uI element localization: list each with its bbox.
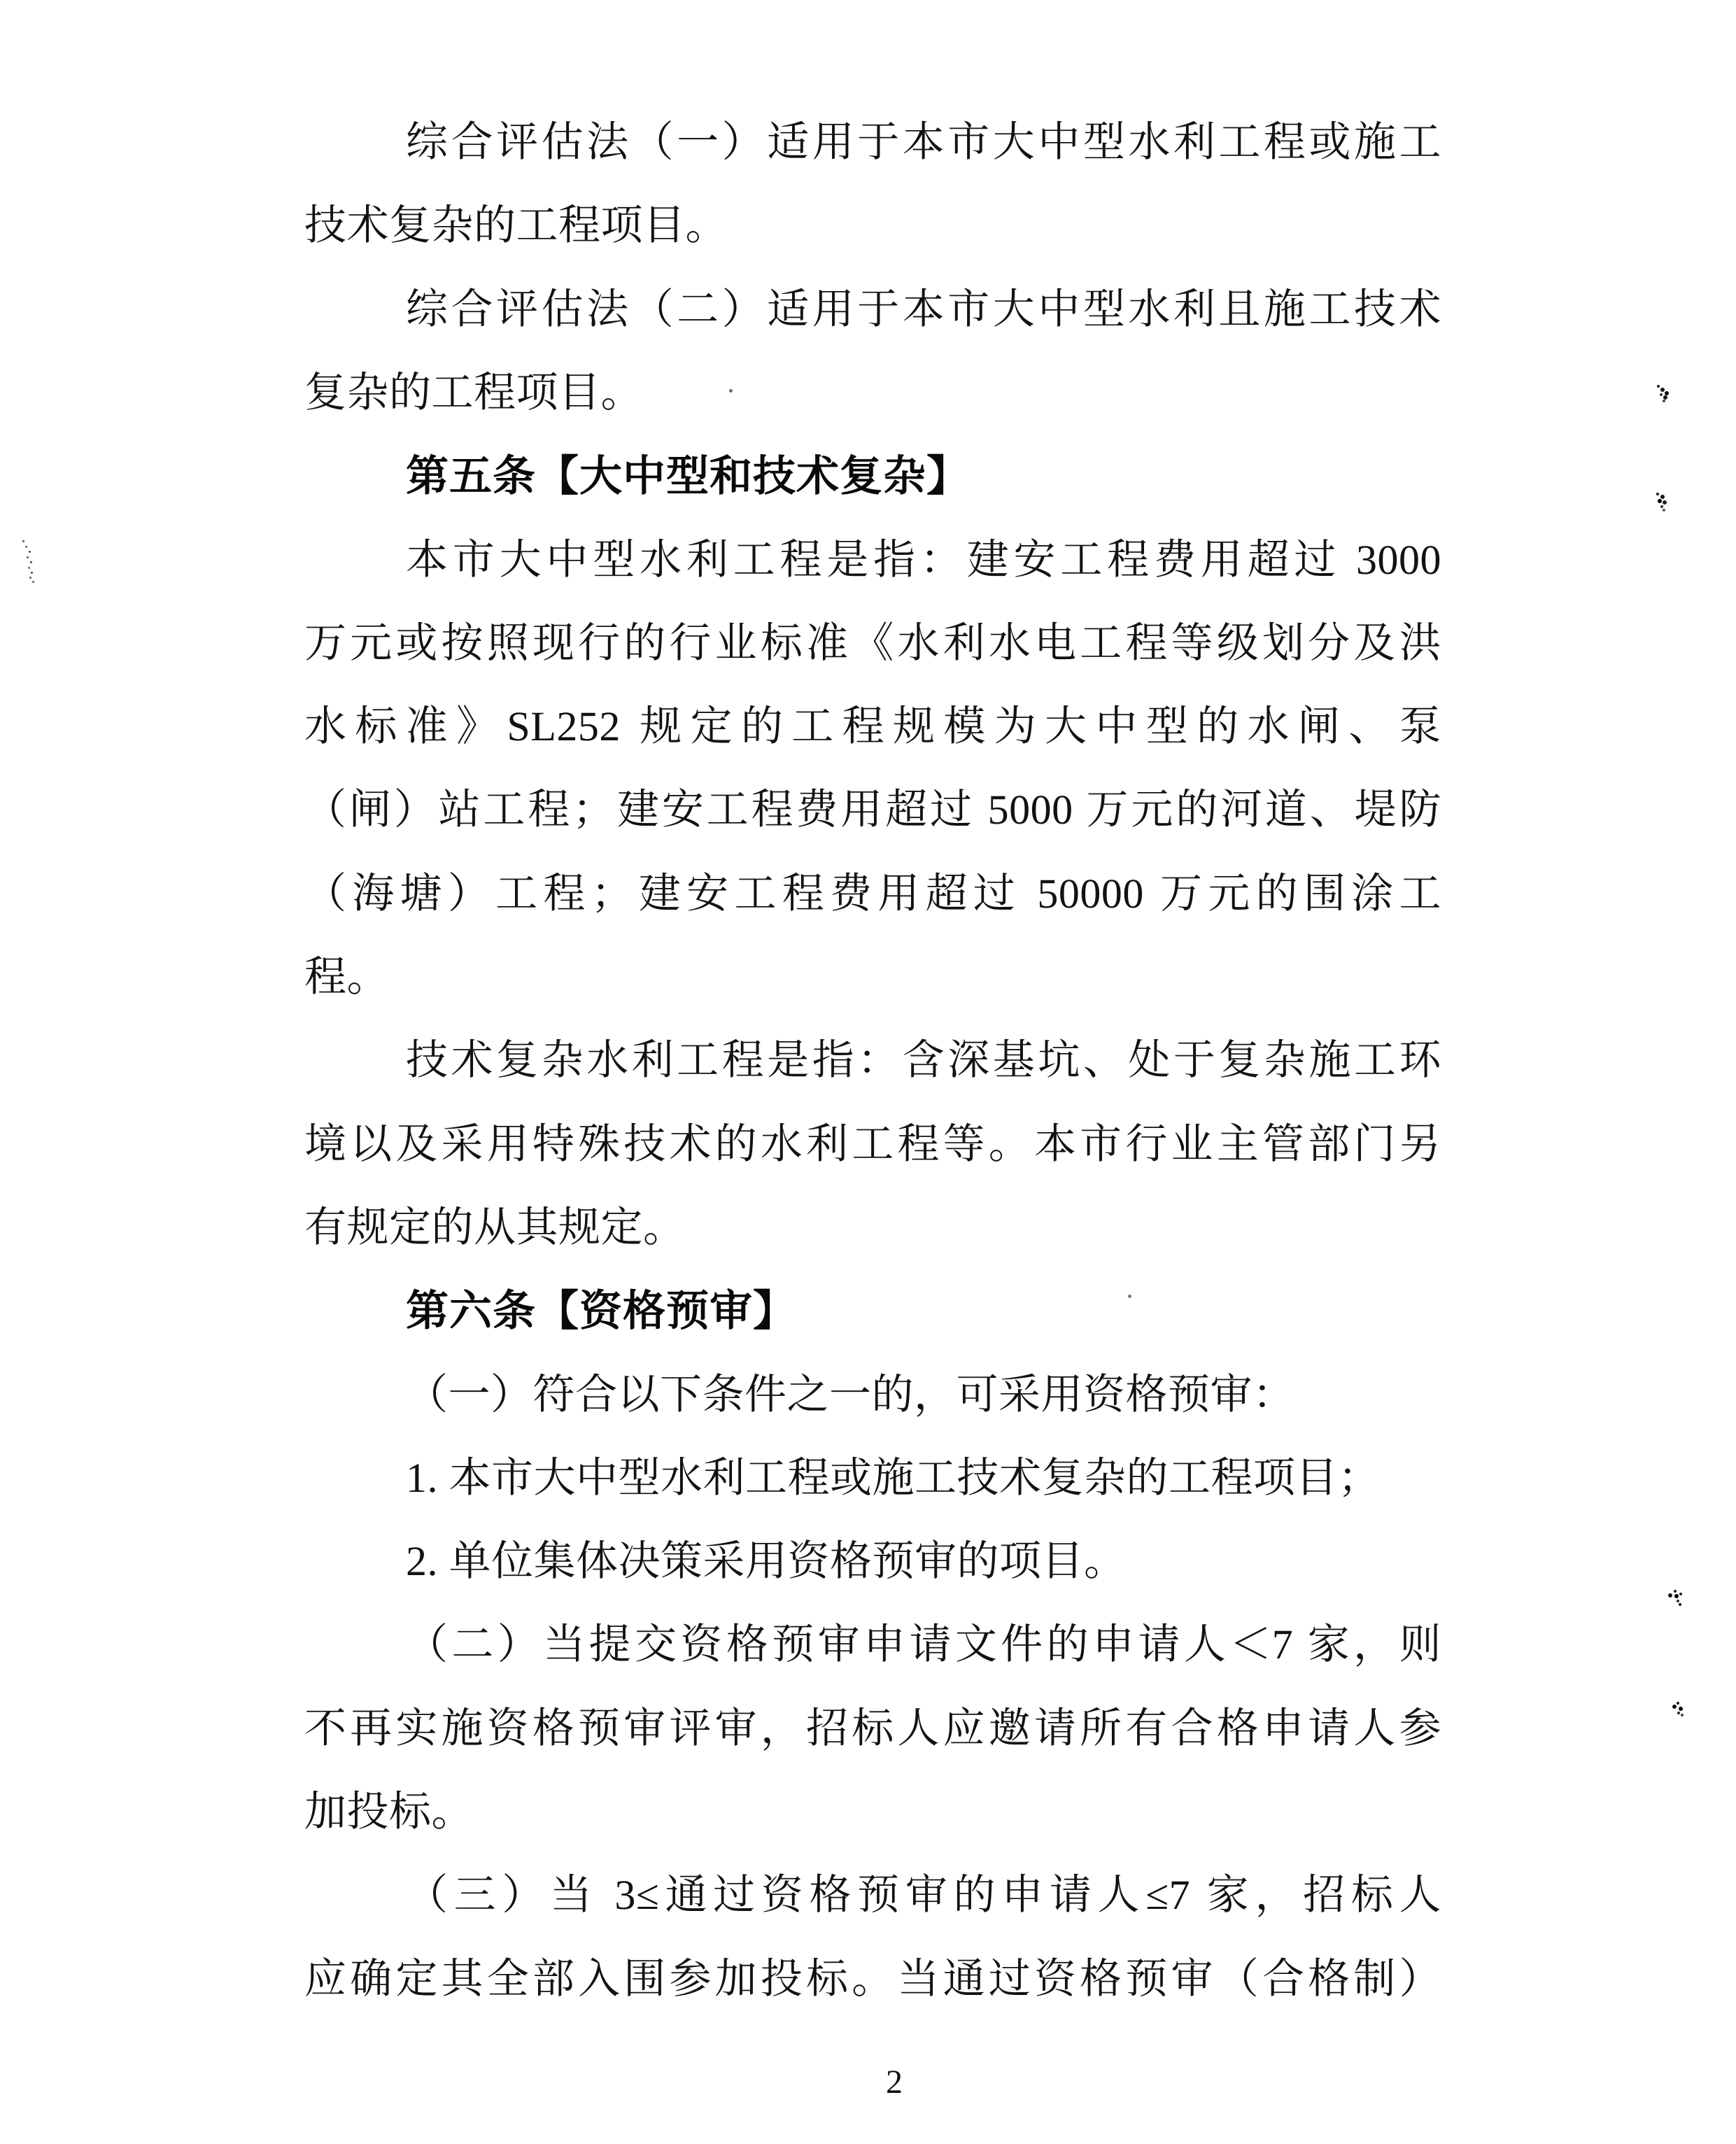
article-heading: 第六条【资格预审】: [406, 1287, 797, 1334]
scan-speck: [1657, 385, 1660, 388]
text-line: 加投标。: [304, 1789, 474, 1835]
page-number: 2: [886, 2064, 903, 2101]
text-line: 本市大中型水利工程是指：建安工程费用超过 3000: [406, 537, 1441, 583]
text-line: （海塘）工程；建安工程费用超过 50000 万元的围涂工: [304, 870, 1441, 917]
scan-speck: [22, 540, 24, 542]
text-line: 应确定其全部入围参加投标。当通过资格预审（合格制）: [304, 1956, 1441, 2002]
text-line: 综合评估法（二）适用于本市大中型水利且施工技术: [406, 286, 1441, 332]
text-line: （二）当提交资格预审申请文件的申请人＜7 家，则: [406, 1621, 1441, 1667]
text-line: （闸）站工程；建安工程费用超过 5000 万元的河道、堤防: [304, 787, 1441, 833]
text-line: 有规定的从其规定。: [304, 1204, 686, 1250]
scan-speck: [1677, 1702, 1679, 1705]
text-line: 综合评估法（一）适用于本市大中型水利工程或施工: [406, 119, 1441, 165]
scan-speck: [1674, 1590, 1677, 1593]
scan-speck: [729, 389, 733, 393]
text-line: 境以及采用特殊技术的水利工程等。本市行业主管部门另: [304, 1121, 1441, 1167]
text-line: 1. 本市大中型水利工程或施工技术复杂的工程项目；: [406, 1455, 1381, 1501]
text-line: （三）当 3≤通过资格预审的申请人≤7 家，招标人: [406, 1872, 1441, 1918]
scan-speck: [1128, 1295, 1131, 1298]
text-line: 不再实施资格预审评审，招标人应邀请所有合格申请人参: [304, 1705, 1441, 1751]
text-line: 复杂的工程项目。: [304, 369, 643, 416]
text-line: （一）符合以下条件之一的，可采用资格预审：: [406, 1371, 1295, 1418]
text-line: 2. 单位集体决策采用资格预审的项目。: [406, 1538, 1127, 1584]
text-line: 水标准》SL252 规定的工程规模为大中型的水闸、泵: [304, 703, 1441, 749]
text-line: 技术复杂水利工程是指：含深基坑、处于复杂施工环: [406, 1037, 1441, 1083]
scan-speck: [1656, 493, 1659, 495]
article-heading: 第五条【大中型和技术复杂】: [406, 452, 971, 500]
text-line: 万元或按照现行的行业标准《水利水电工程等级划分及洪: [304, 620, 1441, 666]
text-line: 技术复杂的工程项目。: [304, 202, 728, 248]
text-line: 程。: [304, 954, 389, 1000]
